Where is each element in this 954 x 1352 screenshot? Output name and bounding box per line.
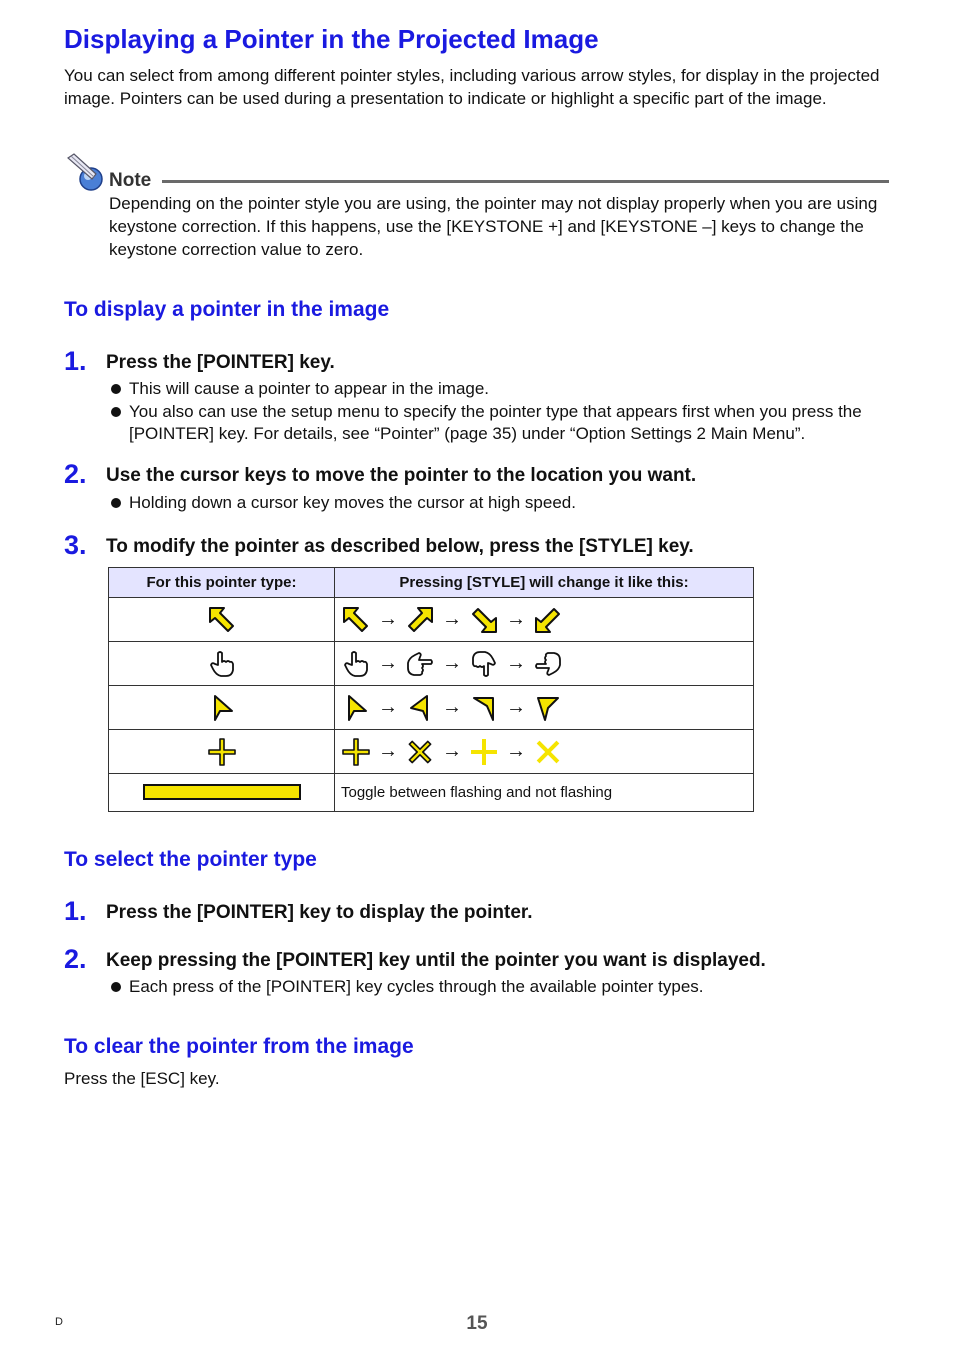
bullet-item: Holding down a cursor key moves the cursor at high speed. [110,492,900,514]
sequence-arrow: → [378,740,398,762]
pointer-type-cell [109,686,335,730]
step-text: To modify the pointer as described below, press the [STYLE] key. [106,536,694,557]
arrow-up-left-icon [207,605,237,635]
sequence-arrow: → [506,608,526,630]
page-title: Displaying a Pointer in the Projected Image [64,24,599,54]
note-label: Note [109,170,152,191]
sequence-arrow: → [378,652,398,674]
sequence-arrow: → [442,740,462,762]
table-header-row [109,568,754,598]
step-text: Keep pressing the [POINTER] key until the pointer you want is displayed. [106,950,766,971]
step-number: 1. [64,346,87,376]
step-number: 2. [64,459,87,489]
triangle-up-icon [469,693,499,723]
cross-plus-outline-icon [207,737,237,767]
pointer-sequence-cell [335,686,754,730]
arrow-down-right-icon [469,605,499,635]
pointer-type-cell [109,730,335,774]
cross-x-outline-icon [405,737,435,767]
table-row [109,730,754,774]
bullet-item: Each press of the [POINTER] key cycles through the available pointer types. [110,976,900,998]
step-number: 1. [64,896,87,926]
sequence-arrow: → [442,696,462,718]
table-row [109,774,754,812]
pointer-type-cell [109,598,335,642]
pointer-style-table [108,567,754,812]
intro-paragraph: You can select from among different pointer styles, including various arrow styles, for display in the projected image. Pointers can be used during a presentation to indicate or highlight a specific part of the image. [64,66,880,108]
cross-x-solid-icon [533,737,563,767]
note-divider [162,180,889,183]
pointer-sequence-cell [335,774,754,812]
sequence-arrow: → [442,608,462,630]
triangle-left-icon [405,693,435,723]
highlight-bar-icon [143,784,301,800]
step-text: Press the [POINTER] key to display the pointer. [106,902,533,923]
triangle-down-icon [341,693,371,723]
pointer-type-cell [109,642,335,686]
hand-left-icon [533,649,563,679]
table-header-cell: Pressing [STYLE] will change it like this: [335,568,754,598]
table-row [109,686,754,730]
sequence-arrow: → [378,608,398,630]
arrow-down-left-icon [533,605,563,635]
sequence-arrow: → [378,696,398,718]
arrow-up-left-icon [341,605,371,635]
step-number: 3. [64,530,87,560]
step-text: Use the cursor keys to move the pointer to the location you want. [106,465,697,486]
sequence-arrow: → [506,652,526,674]
pointer-sequence-cell [335,730,754,774]
pointer-type-cell [109,774,335,812]
hand-right-icon [405,649,435,679]
cross-plus-outline-icon [341,737,371,767]
footer-code: D [55,1316,63,1328]
bullet-item: You also can use the setup menu to specify the pointer type that appears first when you press the [POINTER] key. For details, see “Pointer” (page 35) under “Option Settings 2 Main Menu”. [110,401,900,445]
clear-pointer-text: Press the [ESC] key. [64,1069,220,1088]
step-text: Press the [POINTER] key. [106,352,335,373]
hand-up-icon [341,649,371,679]
pointer-sequence-cell [335,642,754,686]
section-heading-select-pointer: To select the pointer type [64,848,317,871]
section-heading-clear-pointer: To clear the pointer from the image [64,1035,414,1058]
pointer-sequence-cell [335,598,754,642]
triangle-down-icon [207,693,237,723]
sequence-arrow: → [506,696,526,718]
table-row [109,642,754,686]
note-pencil-icon [66,152,106,192]
hand-up-icon [207,649,237,679]
triangle-right-icon [533,693,563,723]
sequence-arrow: → [506,740,526,762]
step-number: 2. [64,944,87,974]
page-number: 15 [466,1313,488,1334]
table-row [109,598,754,642]
cross-plus-solid-icon [469,737,499,767]
sequence-arrow: → [442,652,462,674]
bullet-item: This will cause a pointer to appear in the image. [110,378,900,400]
toggle-flashing-text: Toggle between flashing and not flashing [341,783,613,801]
arrow-up-right-icon [405,605,435,635]
note-text: Depending on the pointer style you are using, the pointer may not display properly when you are using keystone correction. If this happens, use the [KEYSTONE +] and [KEYSTONE –] keys to change the keystone correction value to zero. [109,194,878,259]
table-header-cell: For this pointer type: [109,568,335,598]
section-heading-display-pointer: To display a pointer in the image [64,298,390,321]
hand-down-icon [469,649,499,679]
